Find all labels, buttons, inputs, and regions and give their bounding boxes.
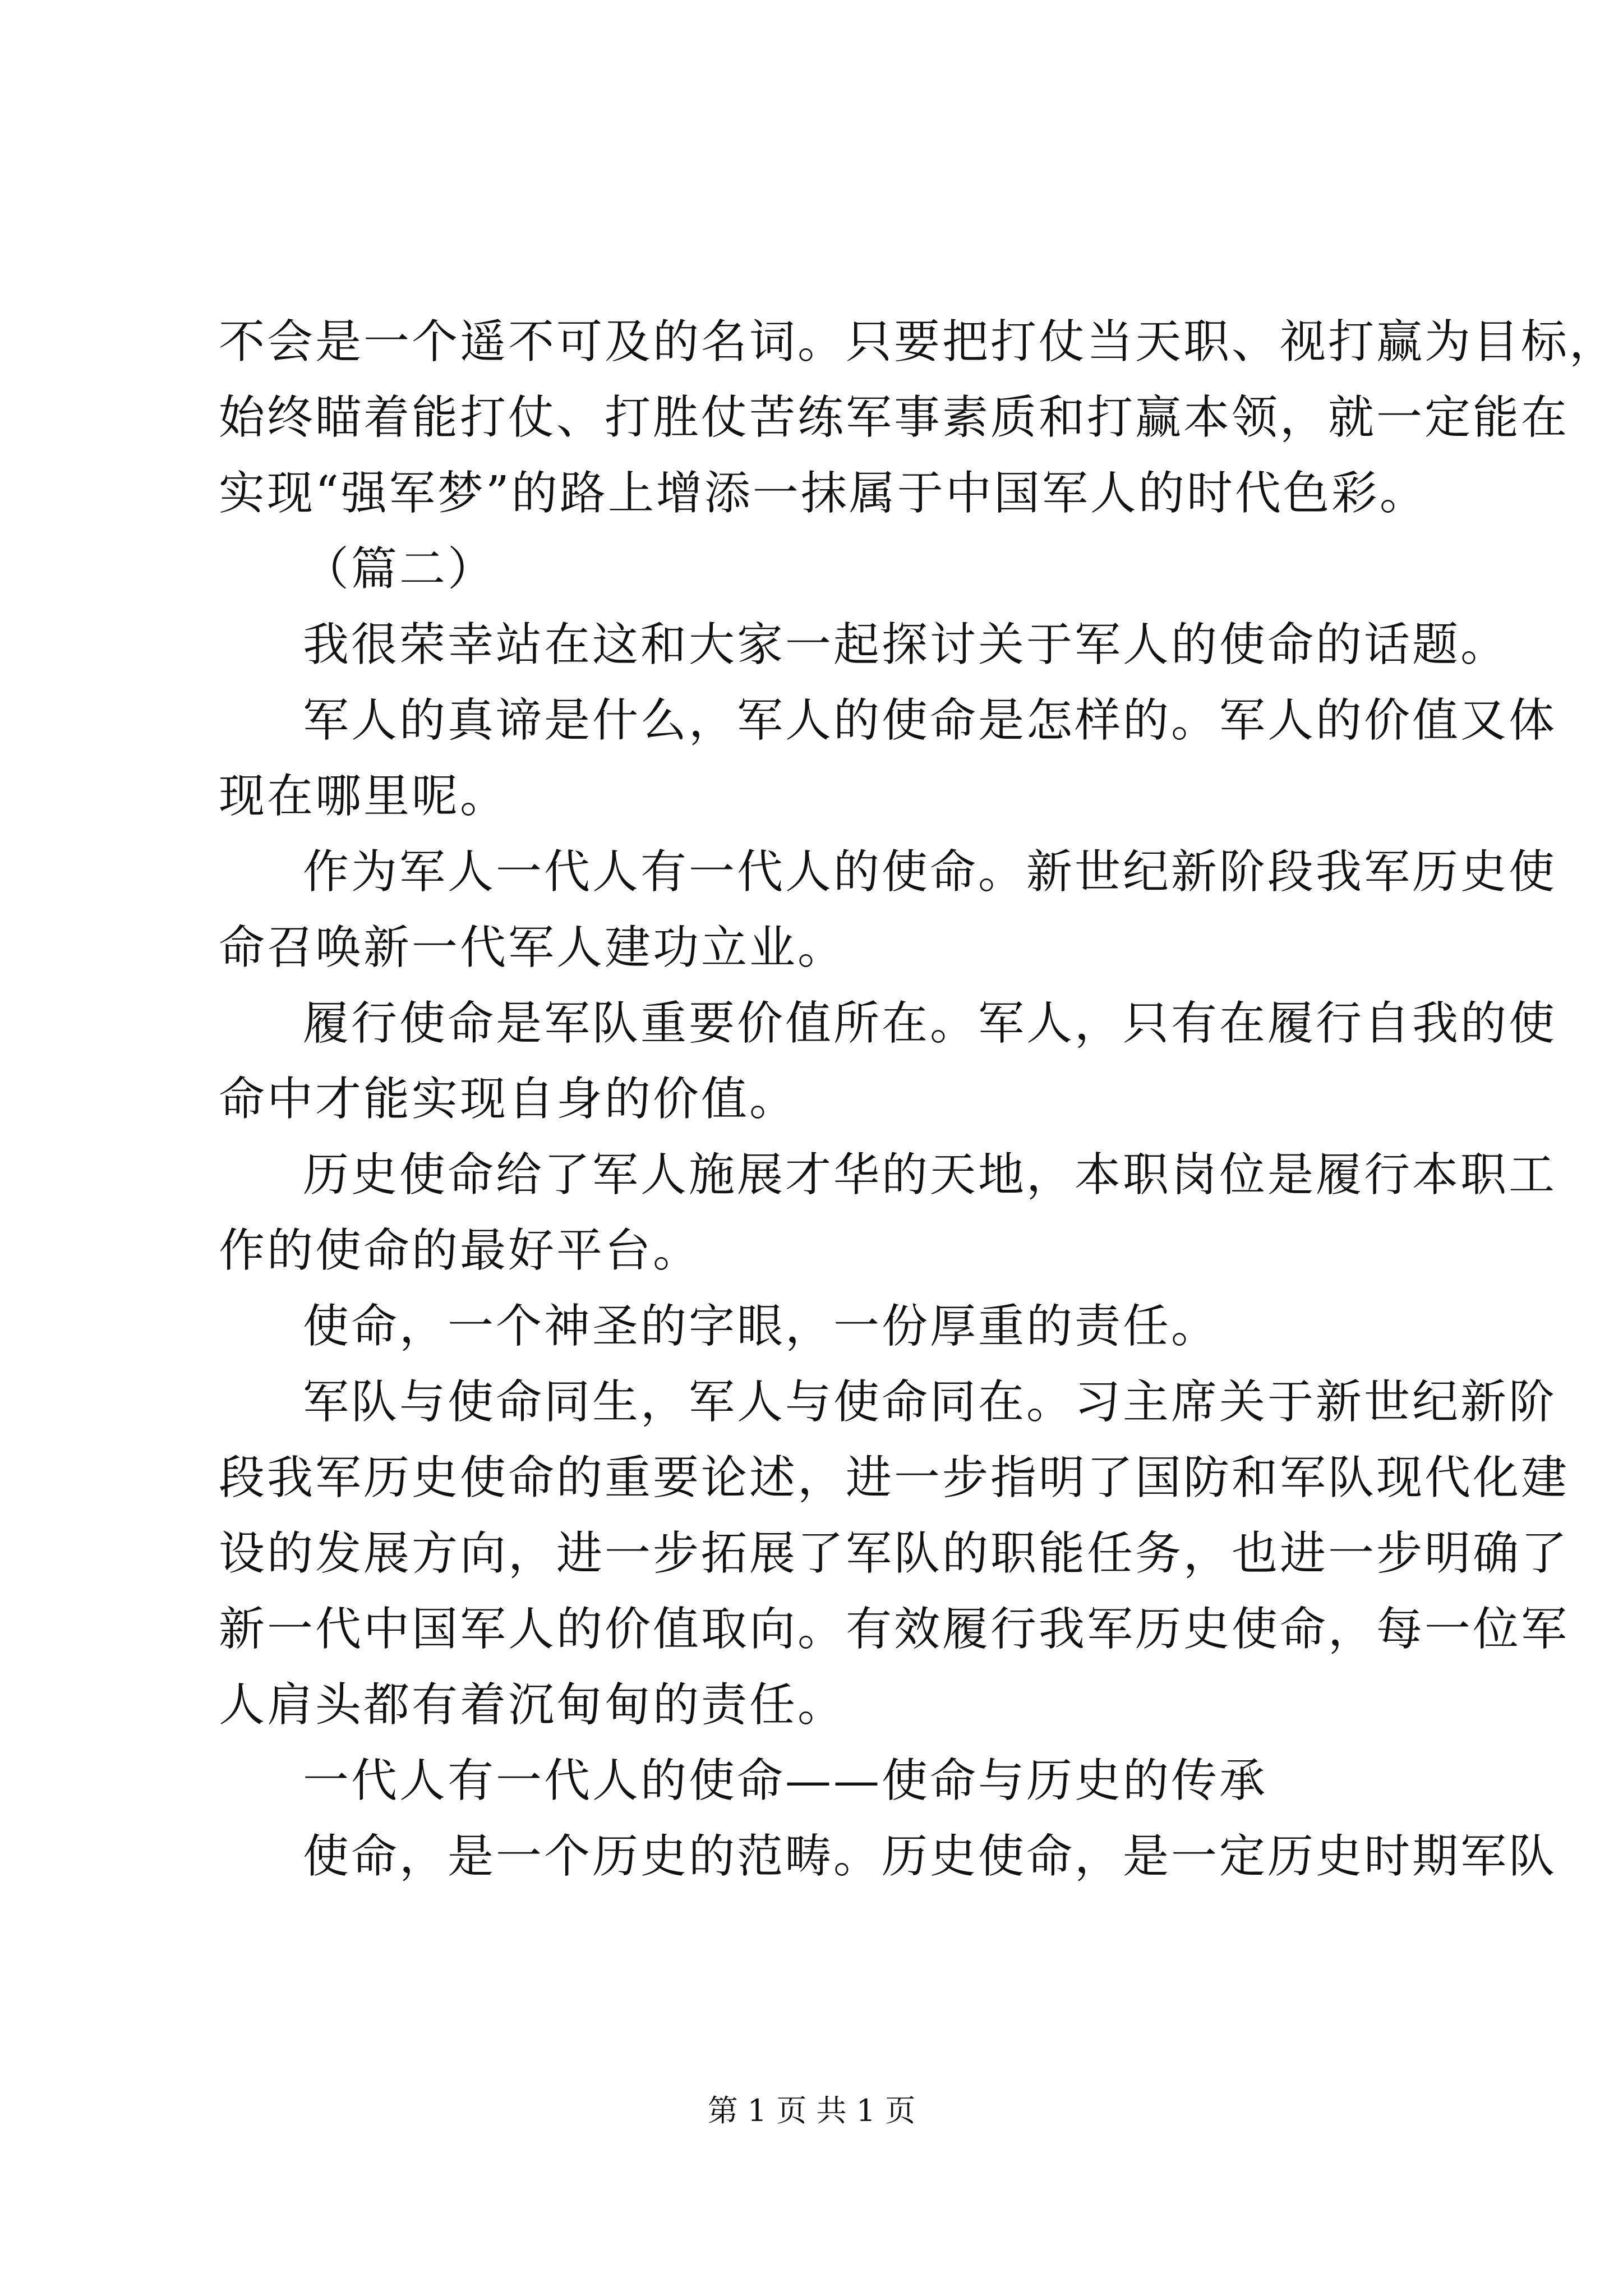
paragraph-line: 人肩头都有着沉甸甸的责任。 [219, 1678, 846, 1732]
paragraph-line: 始终瞄着能打仗、打胜仗苦练军事素质和打赢本领，就一定能在 [219, 391, 1570, 444]
paragraph-line: 军人的真谛是什么，军人的使命是怎样的。军人的价值又体 [303, 694, 1557, 747]
paragraph-line: 作为军人一代人有一代人的使命。新世纪新阶段我军历史使 [303, 845, 1557, 899]
subheading-line: 一代人有一代人的使命——使命与历史的传承 [303, 1754, 1268, 1807]
paragraph-line: 使命，一个神圣的字眼，一份厚重的责任。 [303, 1300, 1220, 1353]
paragraph-line: 段我军历史使命的重要论述，进一步指明了国防和军队现代化建 [219, 1451, 1570, 1504]
section-heading: （篇二） [303, 542, 496, 596]
paragraph-line: 实现“强军梦”的路上增添一抹属于中国军人的时代色彩。 [219, 467, 1428, 520]
paragraph-line: 历史使命给了军人施展才华的天地，本职岗位是履行本职工 [303, 1148, 1557, 1202]
paragraph-line: 我很荣幸站在这和大家一起探讨关于军人的使命的话题。 [303, 618, 1509, 671]
page-footer: 第 1 页 共 1 页 [707, 2093, 916, 2128]
paragraph-line: 不会是一个遥不可及的名词。只要把打仗当天职、视打赢为目标， [219, 315, 1618, 369]
paragraph-line: 现在哪里呢。 [219, 770, 509, 823]
paragraph-line: 命中才能实现自身的价值。 [219, 1073, 798, 1126]
paragraph-line: 命召唤新一代军人建功立业。 [219, 921, 846, 974]
paragraph-line: 设的发展方向，进一步拓展了军队的职能任务，也进一步明确了 [219, 1527, 1570, 1580]
paragraph-line: 新一代中国军人的价值取向。有效履行我军历史使命，每一位军 [219, 1603, 1570, 1656]
paragraph-line: 作的使命的最好平台。 [219, 1224, 702, 1277]
paragraph-line: 履行使命是军队重要价值所在。军人，只有在履行自我的使 [303, 997, 1557, 1050]
paragraph-line: 军队与使命同生，军人与使命同在。习主席关于新世纪新阶 [303, 1375, 1557, 1429]
paragraph-line: 使命，是一个历史的范畴。历史使命，是一定历史时期军队 [303, 1830, 1557, 1883]
